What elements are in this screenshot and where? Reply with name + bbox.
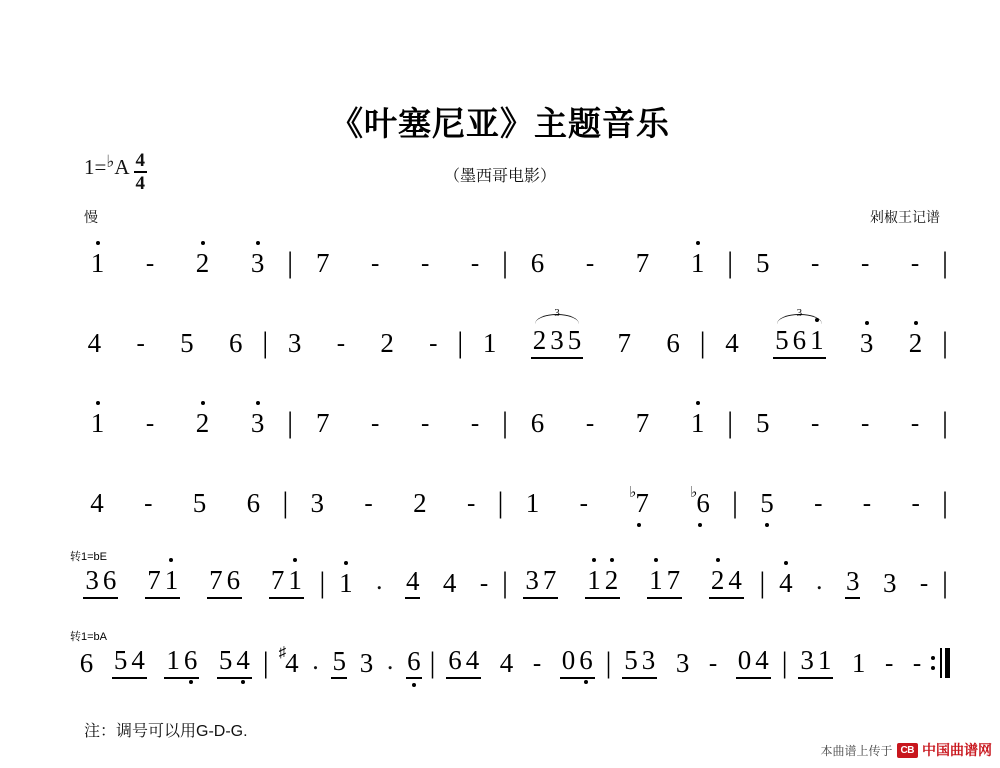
measure (740, 487, 940, 518)
note: 3 (845, 568, 861, 599)
triplet-number: 3 (554, 307, 560, 319)
note: 3 (675, 647, 690, 678)
measure (506, 484, 730, 518)
barline: | (942, 486, 949, 519)
note: 1 (339, 567, 353, 598)
note: 4 (465, 645, 480, 675)
note: 6 (448, 645, 462, 675)
beamed-group (560, 647, 595, 679)
measure (510, 247, 725, 278)
watermark-site: 中国曲谱网 (922, 742, 992, 758)
note: 1 (690, 247, 705, 278)
note: - (708, 649, 718, 677)
staff-line-2 (70, 307, 950, 374)
time-signature-denominator: 4 (135, 173, 146, 194)
note: 2 (710, 565, 725, 595)
staff-line-6 (70, 632, 950, 694)
note: 2 (195, 247, 210, 278)
key-change-label-2: 转1=bA (70, 631, 107, 643)
note: 6 (579, 645, 593, 675)
barline: | (502, 566, 509, 599)
note: 1 (690, 407, 705, 438)
beamed-group (164, 647, 199, 679)
watermark-logo-icon: CB (897, 743, 918, 758)
note: 3 (359, 647, 374, 678)
note: 3 (250, 247, 265, 278)
key-change-label-1: 转1=bE (70, 551, 107, 563)
note: 5 (755, 247, 770, 278)
note: 5 (331, 648, 347, 679)
note: - (145, 249, 155, 277)
barline: | (262, 326, 269, 359)
note: 3 (310, 487, 325, 518)
note-sharp (277, 644, 300, 678)
note: 6 (696, 487, 710, 518)
beamed-group (207, 567, 242, 599)
note: 0 (737, 645, 752, 675)
note: 5 (624, 645, 638, 675)
note: 7 (209, 565, 223, 595)
note: 7 (617, 327, 632, 358)
staff-line-1 (70, 232, 950, 294)
note: 2 (380, 327, 394, 358)
note: 6 (228, 327, 243, 358)
note: 3 (85, 565, 99, 595)
thick-barline (945, 648, 950, 678)
augmentation-dot: . (312, 646, 319, 675)
beamed-group (269, 567, 304, 599)
note: 4 (442, 567, 457, 598)
measure (70, 487, 280, 518)
beamed-group (112, 647, 147, 679)
measure (708, 307, 940, 359)
note: 6 (530, 407, 545, 438)
barline: | (497, 486, 504, 519)
time-signature (134, 151, 148, 193)
note: 1 (166, 645, 180, 675)
barline: | (941, 326, 948, 359)
note: 1 (649, 565, 663, 595)
barline: | (501, 246, 508, 279)
triplet-group (531, 307, 584, 359)
note: 3 (882, 567, 897, 598)
measure (271, 644, 428, 679)
barline: | (941, 406, 948, 439)
barline: | (732, 486, 739, 519)
note: 1 (851, 647, 866, 678)
note: 7 (666, 565, 681, 595)
note: 7 (635, 247, 650, 278)
barline: | (287, 406, 294, 439)
note: - (860, 409, 870, 437)
barline: | (941, 246, 948, 279)
subtitle: （墨西哥电影） (443, 168, 556, 185)
note: 6 (102, 565, 117, 595)
note: - (466, 489, 476, 517)
augmentation-dot: . (816, 566, 823, 595)
note: 7 (147, 565, 161, 595)
note: - (860, 249, 870, 277)
note: - (811, 409, 820, 437)
note: - (811, 249, 820, 277)
note: 4 (728, 565, 742, 595)
beamed-group (145, 567, 180, 599)
staff-line-5 (70, 552, 950, 614)
beamed-group (217, 647, 252, 679)
staff-line-4 (70, 472, 950, 534)
augmentation-dot: . (376, 566, 383, 595)
measure (70, 567, 317, 599)
page-title: 《叶塞尼亚》主题音乐 (330, 107, 670, 143)
note: 3 (287, 327, 302, 358)
note: 1 (288, 565, 302, 595)
note: 3 (550, 325, 564, 355)
note: - (371, 249, 380, 277)
note: 2 (604, 565, 619, 595)
note: - (371, 409, 380, 437)
beamed-group (798, 647, 833, 679)
key-name: A (114, 155, 130, 179)
note: 7 (270, 565, 285, 595)
note: 3 (800, 645, 814, 675)
note: - (429, 329, 438, 357)
tempo-marking: 慢 (84, 209, 98, 225)
note: 7 (635, 407, 650, 438)
note: - (585, 409, 595, 437)
barline: | (319, 566, 326, 599)
note: 3 (525, 565, 539, 595)
note: - (884, 649, 894, 677)
barline: | (942, 566, 949, 599)
note: - (911, 489, 920, 517)
measure (70, 247, 285, 278)
note: 4 (779, 567, 793, 598)
note: - (910, 409, 920, 437)
note: 6 (183, 645, 198, 675)
beamed-group (83, 567, 118, 599)
note-flat (688, 484, 711, 518)
barline: | (287, 246, 294, 279)
note: 1 (90, 247, 105, 278)
note: - (420, 409, 430, 437)
note: 5 (775, 325, 789, 355)
note: 4 (90, 487, 104, 518)
credit-line: 剁椒王记谱 (870, 209, 940, 225)
note: - (814, 489, 823, 517)
note: - (862, 489, 872, 517)
note: 3 (641, 645, 656, 675)
note: - (420, 249, 430, 277)
measure (290, 487, 495, 518)
barline: | (262, 646, 269, 679)
measure (437, 647, 603, 679)
measure (295, 247, 500, 278)
sharp-symbol: ♯ (278, 644, 287, 661)
augmentation-dot: . (386, 646, 394, 675)
note: - (585, 249, 595, 277)
note: 4 (755, 645, 769, 675)
note: - (532, 649, 542, 677)
note: 1 (587, 565, 601, 595)
note: - (579, 489, 588, 517)
flat-symbol: ♭ (629, 484, 637, 501)
note: 1 (482, 327, 497, 358)
note: 7 (635, 487, 649, 518)
beamed-group (709, 567, 744, 599)
repeat-end-barline (931, 648, 950, 678)
note: 0 (561, 645, 576, 675)
barline: | (282, 486, 289, 519)
note: 3 (859, 327, 874, 358)
note: 4 (285, 647, 299, 678)
watermark-text: 本曲谱上传于 (820, 743, 893, 758)
staff-line-3 (70, 392, 950, 454)
barline: | (781, 646, 788, 679)
note: 6 (79, 647, 94, 678)
note: - (145, 409, 155, 437)
measure (270, 327, 455, 358)
key-label: 1= (84, 155, 107, 179)
note: 7 (542, 565, 557, 595)
barline: | (429, 646, 436, 679)
measure (614, 647, 780, 679)
note: - (910, 249, 920, 277)
note: 6 (406, 648, 422, 679)
note: - (336, 329, 346, 357)
barline: | (759, 566, 766, 599)
note: 4 (236, 645, 250, 675)
note: - (912, 649, 922, 677)
note: 4 (725, 327, 739, 358)
note: 7 (315, 247, 330, 278)
watermark (821, 740, 992, 760)
note: - (470, 249, 480, 277)
footnote: 注：调号可以用G-D-G. (84, 723, 248, 740)
note: 4 (499, 647, 514, 678)
measure (295, 407, 500, 438)
beamed-group (585, 567, 620, 599)
triplet-number: 3 (796, 307, 803, 319)
note: 6 (530, 247, 545, 278)
note: 6 (226, 565, 241, 595)
beamed-group (523, 567, 558, 599)
note: 1 (164, 565, 179, 595)
note: 2 (413, 487, 427, 518)
note: 5 (192, 487, 207, 518)
note: 5 (113, 645, 128, 675)
note: 4 (131, 645, 145, 675)
note: 5 (180, 327, 194, 358)
measure (510, 407, 725, 438)
barline: | (727, 406, 734, 439)
measure (70, 327, 260, 358)
note: - (364, 489, 373, 517)
beamed-group (622, 647, 657, 679)
flat-symbol: ♭ (690, 484, 698, 501)
note: - (136, 329, 145, 357)
measure (767, 565, 940, 599)
measure (510, 567, 757, 599)
barline: | (727, 246, 734, 279)
barline: | (457, 326, 464, 359)
note: - (470, 409, 480, 437)
note: 1 (90, 407, 105, 438)
beamed-group (736, 647, 771, 679)
key-signature (84, 150, 147, 197)
measure (70, 647, 261, 679)
barline: | (699, 326, 706, 359)
note: 5 (218, 645, 233, 675)
note: 4 (87, 327, 102, 358)
measure (790, 647, 931, 679)
repeat-dots (931, 648, 935, 678)
triplet-group (773, 307, 826, 359)
note: 2 (908, 327, 923, 358)
note: 6 (246, 487, 261, 518)
note: 6 (666, 327, 680, 358)
note: 1 (810, 325, 824, 355)
note: 3 (250, 407, 265, 438)
note: 5 (567, 325, 582, 355)
note: - (919, 569, 929, 597)
note-flat (627, 484, 650, 518)
barline: | (605, 646, 612, 679)
note: 5 (755, 407, 770, 438)
thin-barline (940, 648, 942, 678)
measure (70, 407, 285, 438)
note: 6 (792, 325, 807, 355)
beamed-group (647, 567, 682, 599)
note: 2 (532, 325, 547, 355)
time-signature-numerator: 4 (135, 150, 146, 171)
barline: | (501, 406, 508, 439)
note: - (144, 489, 153, 517)
measure (735, 407, 940, 438)
measure (465, 307, 697, 359)
beamed-group (446, 647, 481, 679)
note: 1 (525, 487, 540, 518)
note: 2 (195, 407, 210, 438)
measure (735, 247, 940, 278)
note: 5 (760, 487, 774, 518)
note: 4 (405, 568, 421, 599)
note: 7 (315, 407, 330, 438)
note: - (479, 569, 489, 597)
key-flat-symbol: ♭ (106, 152, 115, 171)
measure (327, 565, 500, 599)
note: 1 (817, 645, 832, 675)
